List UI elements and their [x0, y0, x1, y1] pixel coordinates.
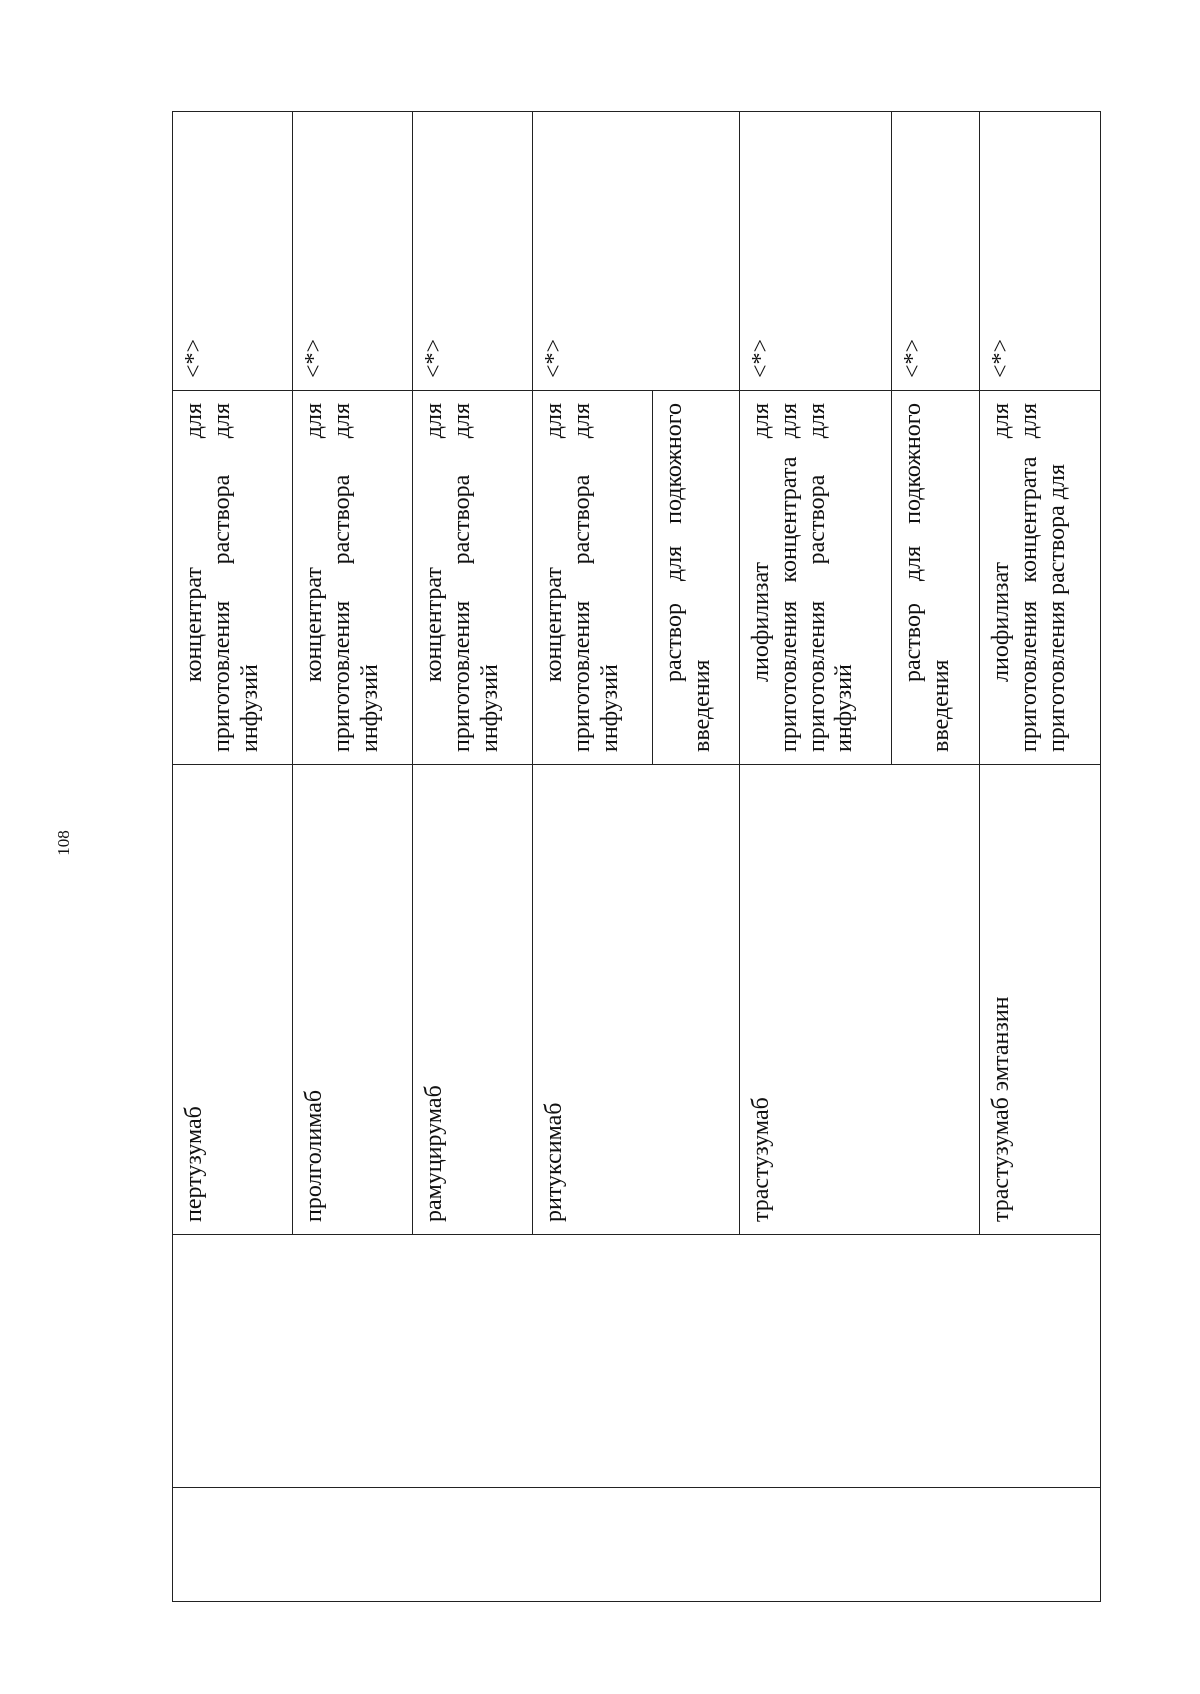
note-cell [413, 112, 533, 391]
dosage-form-cell [980, 391, 1101, 765]
dosage-form-cell [413, 391, 533, 765]
dosage-form: концентрат для приготовления раствора для инфузий [541, 403, 623, 752]
atc-code-cell [173, 1488, 1101, 1602]
dosage-form: концентрат для приготовления раствора для инфузий [421, 403, 503, 752]
dosage-form: концентрат для приготовления раствора для инфузий [181, 403, 263, 752]
drug-name: пертузумаб [181, 1106, 207, 1222]
drug-name-cell [533, 765, 740, 1235]
note-mark: <*> [988, 338, 1014, 378]
table-row [173, 112, 293, 1602]
drug-name-cell [173, 765, 293, 1235]
dosage-form-cell [740, 391, 892, 765]
note-cell [533, 112, 740, 391]
dosage-form: лиофилизат для приготовления концентрата для приготовления раствора для инфузий [748, 403, 858, 752]
atc-group-cell [173, 1235, 1101, 1488]
drug-name: ритуксимаб [541, 1102, 567, 1222]
drug-name: рамуцирумаб [421, 1085, 447, 1222]
note-mark: <*> [301, 338, 327, 378]
note-mark: <*> [541, 338, 567, 378]
dosage-form-cell [293, 391, 413, 765]
drug-name-cell [293, 765, 413, 1235]
note-cell [173, 112, 293, 391]
drug-name: пролголимаб [301, 1089, 327, 1222]
page-number: 108 [54, 830, 73, 856]
note-cell [892, 112, 980, 391]
medication-table-container [172, 112, 1100, 1602]
note-mark: <*> [181, 338, 207, 378]
drug-name-cell [740, 765, 980, 1235]
note-cell [293, 112, 413, 391]
note-mark: <*> [900, 338, 926, 378]
dosage-form: раствор для подкожного введения [661, 403, 715, 752]
drug-name-cell [413, 765, 533, 1235]
dosage-form-cell [173, 391, 293, 765]
note-cell [740, 112, 892, 391]
dosage-form-cell [533, 391, 653, 765]
dosage-form-cell [892, 391, 980, 765]
drug-name-cell [980, 765, 1101, 1235]
drug-name: трастузумаб [748, 1097, 774, 1222]
dosage-form: концентрат для приготовления раствора для инфузий [301, 403, 383, 752]
dosage-form-cell [653, 391, 740, 765]
dosage-form: лиофилизат для приготовления концентрата для приготовления раствора для [988, 403, 1070, 752]
note-mark: <*> [421, 338, 447, 378]
note-mark: <*> [748, 338, 774, 378]
note-cell [980, 112, 1101, 391]
drug-name: трастузумаб эмтанзин [988, 996, 1014, 1222]
medication-table [172, 111, 1101, 1602]
dosage-form: раствор для подкожного введения [900, 403, 954, 752]
